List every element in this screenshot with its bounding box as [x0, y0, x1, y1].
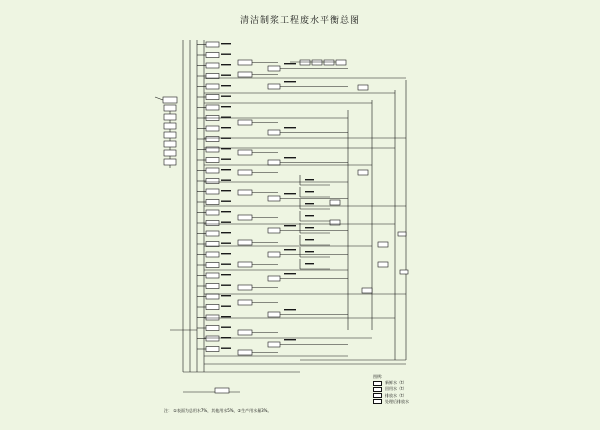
process-box [206, 168, 219, 173]
process-box [206, 263, 219, 268]
process-box [268, 228, 280, 233]
process-box [206, 105, 219, 110]
value-tag [221, 54, 231, 55]
value-tag [284, 225, 296, 226]
process-box [206, 294, 219, 299]
value-tag [221, 211, 231, 212]
process-box [398, 232, 406, 236]
legend-label: 回用水（t） [385, 386, 407, 392]
process-box [206, 326, 219, 331]
process-box [268, 312, 280, 317]
process-box [206, 189, 219, 194]
process-box [238, 190, 252, 195]
process-box [238, 330, 252, 335]
process-box [268, 130, 280, 135]
diagram-footnote: 注： ①表面为总用水7%，其他用水5%，②生产用水量3%。 [164, 408, 272, 413]
process-box [238, 120, 252, 125]
value-tag [221, 274, 231, 275]
value-tag [221, 295, 231, 296]
value-tag [221, 306, 231, 307]
value-tag [284, 273, 296, 274]
value-tag [305, 251, 314, 252]
value-tag [221, 201, 231, 202]
value-tag [305, 215, 314, 216]
process-box [336, 60, 346, 65]
value-tag [221, 96, 231, 97]
flow-line [155, 97, 163, 100]
process-box [378, 242, 388, 247]
process-box [206, 137, 219, 142]
process-box [268, 66, 280, 71]
process-box [358, 170, 368, 175]
value-tag [221, 327, 231, 328]
value-tag [305, 227, 314, 228]
process-box [206, 252, 219, 257]
value-tag [284, 309, 296, 310]
legend-swatch [373, 393, 382, 398]
value-tag [221, 159, 231, 160]
process-box [164, 159, 176, 165]
process-box [206, 126, 219, 131]
value-tag [221, 232, 231, 233]
process-box [330, 200, 340, 205]
process-box [206, 336, 219, 341]
process-box [268, 160, 280, 165]
value-tag [221, 75, 231, 76]
process-box [206, 231, 219, 236]
process-box [324, 60, 334, 65]
value-tag [221, 64, 231, 65]
process-box [206, 84, 219, 89]
process-box [206, 158, 219, 163]
legend-label: 新鲜水（t） [385, 380, 407, 386]
process-box [206, 273, 219, 278]
value-tag [284, 127, 296, 128]
process-box [164, 132, 176, 138]
value-tag [221, 222, 231, 223]
value-tag [221, 180, 231, 181]
value-tag [221, 253, 231, 254]
value-tag [221, 85, 231, 86]
process-box [164, 105, 176, 111]
legend-header: 图例: [373, 374, 383, 379]
process-box [238, 150, 252, 155]
value-tag [284, 157, 296, 158]
process-box [206, 347, 219, 352]
process-box [268, 342, 280, 347]
process-box [164, 123, 176, 129]
value-tag [221, 169, 231, 170]
value-tag [221, 43, 231, 44]
value-tag [221, 127, 231, 128]
process-box [206, 42, 219, 47]
process-box [206, 221, 219, 226]
process-box [206, 284, 219, 289]
value-tag [284, 193, 296, 194]
process-box [206, 315, 219, 320]
process-box [163, 97, 177, 103]
legend-swatch [373, 381, 382, 386]
process-box [312, 60, 322, 65]
value-tag [284, 63, 296, 64]
process-box [206, 53, 219, 58]
value-tag [221, 106, 231, 107]
value-tag [221, 316, 231, 317]
value-tag [284, 249, 296, 250]
diagram-title: 清洁制浆工程废水平衡总图 [239, 16, 360, 26]
value-tag [221, 190, 231, 191]
process-box [268, 84, 280, 89]
process-box [238, 215, 252, 220]
legend [373, 374, 409, 405]
value-tag [221, 117, 231, 118]
process-box [206, 210, 219, 215]
process-box [358, 85, 368, 90]
process-box [238, 300, 252, 305]
process-box [268, 196, 280, 201]
process-box [300, 60, 310, 65]
process-box [238, 350, 252, 355]
value-tag [305, 263, 314, 264]
process-box [206, 95, 219, 100]
value-tag [221, 348, 231, 349]
process-box [164, 150, 176, 156]
process-box [164, 141, 176, 147]
legend-swatch [373, 399, 382, 404]
process-box [238, 170, 252, 175]
process-box [268, 276, 280, 281]
process-box [206, 63, 219, 68]
process-box [238, 262, 252, 267]
legend-label: 处理后排放水 [385, 398, 409, 404]
process-box [238, 72, 252, 77]
process-box [206, 200, 219, 205]
process-box [238, 240, 252, 245]
value-tag [305, 239, 314, 240]
value-tag [284, 81, 296, 82]
value-tag [305, 179, 314, 180]
value-tag [221, 264, 231, 265]
value-tag [284, 339, 296, 340]
process-box [164, 114, 176, 120]
value-tag [305, 191, 314, 192]
legend-label: 排放水（t） [385, 392, 407, 398]
process-box [206, 179, 219, 184]
process-box [238, 60, 252, 65]
legend-item [373, 399, 409, 405]
process-box [362, 288, 372, 293]
process-box [206, 305, 219, 310]
value-tag [221, 285, 231, 286]
value-tag [305, 203, 314, 204]
process-box [268, 252, 280, 257]
value-tag [221, 243, 231, 244]
process-box [400, 270, 408, 274]
process-box [215, 388, 229, 393]
legend-swatch [373, 387, 382, 392]
process-box [378, 262, 388, 267]
process-box [238, 285, 252, 290]
